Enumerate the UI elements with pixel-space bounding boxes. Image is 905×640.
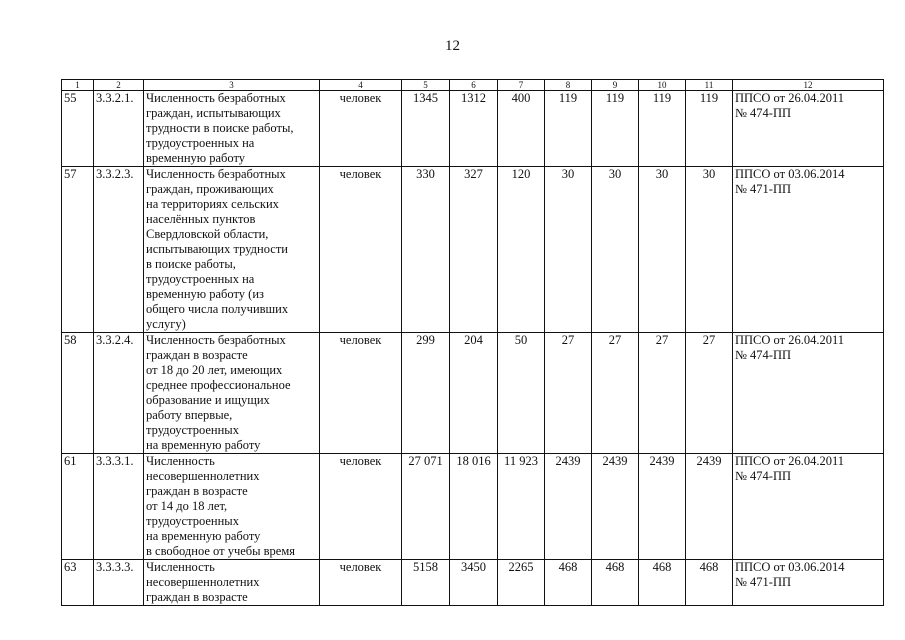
row-number-cell: 57: [62, 167, 94, 333]
legal-act-cell: ППСО от 26.04.2011 № 474-ПП: [733, 454, 884, 560]
legal-act-cell: ППСО от 03.06.2014 № 471-ПП: [733, 167, 884, 333]
header-cell: 1: [62, 80, 94, 91]
value-cell: 119: [639, 91, 686, 167]
header-cell: 10: [639, 80, 686, 91]
value-cell: 30: [592, 167, 639, 333]
value-cell: 468: [592, 560, 639, 606]
row-number-cell: 55: [62, 91, 94, 167]
header-cell: 6: [450, 80, 498, 91]
indicator-name-cell: Численность несовершеннолетних граждан в возрасте от 14 до 18 лет, трудоустроенных на временную работу в свободное от учебы время: [144, 454, 320, 560]
value-cell: 3450: [450, 560, 498, 606]
value-cell: 119: [545, 91, 592, 167]
row-number-cell: 58: [62, 333, 94, 454]
value-cell: 299: [402, 333, 450, 454]
value-cell: 2439: [686, 454, 733, 560]
value-cell: 119: [686, 91, 733, 167]
indicator-code-cell: 3.3.3.3.: [94, 560, 144, 606]
value-cell: 2439: [592, 454, 639, 560]
indicator-code-cell: 3.3.2.4.: [94, 333, 144, 454]
header-cell: 2: [94, 80, 144, 91]
value-cell: 468: [686, 560, 733, 606]
header-cell: 3: [144, 80, 320, 91]
value-cell: 30: [545, 167, 592, 333]
value-cell: 5158: [402, 560, 450, 606]
value-cell: 27: [639, 333, 686, 454]
page-number: 12: [445, 38, 460, 54]
value-cell: 27: [686, 333, 733, 454]
value-cell: 30: [686, 167, 733, 333]
header-cell: 11: [686, 80, 733, 91]
header-cell: 4: [320, 80, 402, 91]
unit-cell: человек: [320, 167, 402, 333]
value-cell: 27: [592, 333, 639, 454]
value-cell: 27: [545, 333, 592, 454]
value-cell: 27 071: [402, 454, 450, 560]
value-cell: 50: [498, 333, 545, 454]
value-cell: 468: [639, 560, 686, 606]
value-cell: 400: [498, 91, 545, 167]
value-cell: 2439: [639, 454, 686, 560]
legal-act-cell: ППСО от 03.06.2014 № 471-ПП: [733, 560, 884, 606]
value-cell: 18 016: [450, 454, 498, 560]
unit-cell: человек: [320, 454, 402, 560]
header-cell: 5: [402, 80, 450, 91]
header-row: [62, 80, 884, 91]
value-cell: 1345: [402, 91, 450, 167]
indicator-name-cell: Численность безработных граждан, испытывающих трудности в поиске работы, трудоустроенных на временную работу: [144, 91, 320, 167]
value-cell: 119: [592, 91, 639, 167]
value-cell: 204: [450, 333, 498, 454]
value-cell: 468: [545, 560, 592, 606]
value-cell: 1312: [450, 91, 498, 167]
value-cell: 120: [498, 167, 545, 333]
table-row: [62, 560, 884, 606]
indicator-code-cell: 3.3.2.3.: [94, 167, 144, 333]
indicator-name-cell: Численность несовершеннолетних граждан в возрасте: [144, 560, 320, 606]
row-number-cell: 61: [62, 454, 94, 560]
header-cell: 12: [733, 80, 884, 91]
legal-act-cell: ППСО от 26.04.2011 № 474-ПП: [733, 91, 884, 167]
value-cell: 330: [402, 167, 450, 333]
header-cell: 7: [498, 80, 545, 91]
value-cell: 30: [639, 167, 686, 333]
row-number-cell: 63: [62, 560, 94, 606]
unit-cell: человек: [320, 333, 402, 454]
indicator-code-cell: 3.3.2.1.: [94, 91, 144, 167]
value-cell: 327: [450, 167, 498, 333]
table-row: [62, 454, 884, 560]
unit-cell: человек: [320, 91, 402, 167]
value-cell: 11 923: [498, 454, 545, 560]
legal-act-cell: ППСО от 26.04.2011 № 474-ПП: [733, 333, 884, 454]
header-cell: 8: [545, 80, 592, 91]
value-cell: 2265: [498, 560, 545, 606]
header-cell: 9: [592, 80, 639, 91]
unit-cell: человек: [320, 560, 402, 606]
table-row: [62, 91, 884, 167]
indicator-name-cell: Численность безработных граждан в возрасте от 18 до 20 лет, имеющих среднее профессиональное образование и ищущих работу впервые, трудоустроенных на временную работу: [144, 333, 320, 454]
indicator-name-cell: Численность безработных граждан, проживающих на территориях сельских населённых пунктов Свердловской области, испытывающих трудности в поиске работы, трудоустроенных на временную работу (из общего числа получивших услугу): [144, 167, 320, 333]
table-row: [62, 333, 884, 454]
indicators-table: [61, 79, 884, 606]
value-cell: 2439: [545, 454, 592, 560]
table-row: [62, 167, 884, 333]
indicator-code-cell: 3.3.3.1.: [94, 454, 144, 560]
